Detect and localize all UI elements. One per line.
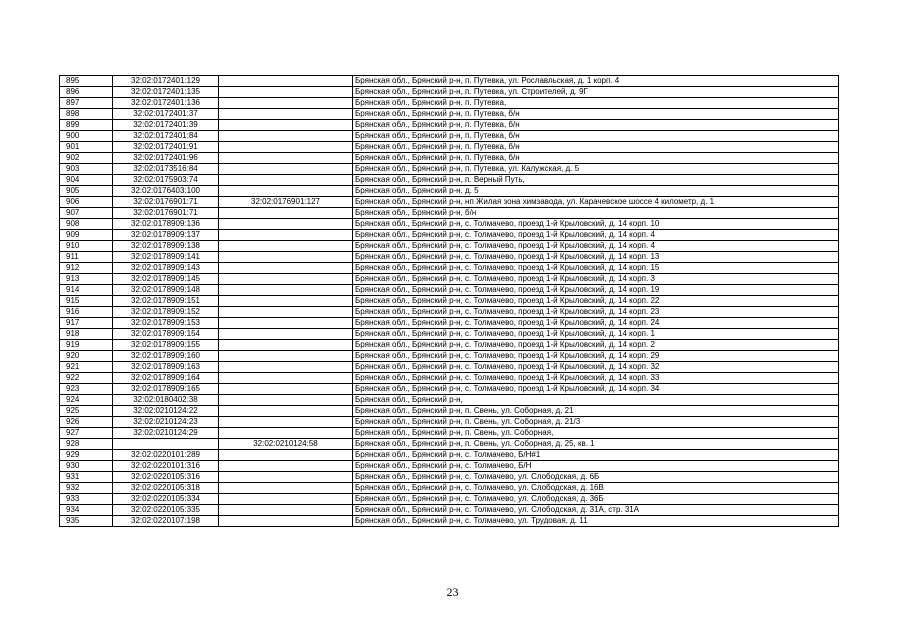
address-cell: Брянская обл., Брянский р-н, п. Путевка, б/н bbox=[353, 153, 839, 164]
row-number-cell: 906 bbox=[60, 197, 113, 208]
table-row bbox=[60, 76, 839, 87]
table-row bbox=[60, 505, 839, 516]
cadastral-number-cell: 32:02:0178909:141 bbox=[113, 252, 219, 263]
cadastral-number-cell: 32:02:0172401:91 bbox=[113, 142, 219, 153]
table-row bbox=[60, 362, 839, 373]
table-row bbox=[60, 307, 839, 318]
address-cell: Брянская обл., Брянский р-н, с. Толмачево, ул. Слободская, д. 31А, стр. 31А bbox=[353, 505, 839, 516]
address-cell: Брянская обл., Брянский р-н, с. Толмачево, проезд 1-й Крыловский, д. 14 корп. 4 bbox=[353, 241, 839, 252]
cadastral-number-cell: 32:02:0176901:71 bbox=[113, 197, 219, 208]
address-cell: Брянская обл., Брянский р-н, с. Толмачево, ул. Трудовая, д. 11 bbox=[353, 516, 839, 527]
address-cell: Брянская обл., Брянский р-н, п. Свень, ул. Соборная, д. 21 bbox=[353, 406, 839, 417]
address-cell: Брянская обл., Брянский р-н, п. Путевка, bbox=[353, 98, 839, 109]
row-number-cell: 902 bbox=[60, 153, 113, 164]
row-number-cell: 903 bbox=[60, 164, 113, 175]
address-cell: Брянская обл., Брянский р-н, п. Верный Путь, bbox=[353, 175, 839, 186]
table-row bbox=[60, 428, 839, 439]
address-cell: Брянская обл., Брянский р-н, с. Толмачево, проезд 1-й Крыловский, д. 14 корп. 22 bbox=[353, 296, 839, 307]
related-cadastral-number-cell bbox=[219, 373, 353, 384]
row-number-cell: 916 bbox=[60, 307, 113, 318]
cadastral-number-cell: 32:02:0175903:74 bbox=[113, 175, 219, 186]
table-row bbox=[60, 98, 839, 109]
address-cell: Брянская обл., Брянский р-н, с. Толмачево, проезд 1-й Крыловский, д. 14 корп. 3 bbox=[353, 274, 839, 285]
related-cadastral-number-cell bbox=[219, 76, 353, 87]
cadastral-number-cell: 32:02:0210124:29 bbox=[113, 428, 219, 439]
address-cell: Брянская обл., Брянский р-н, п. Путевка, ул. Строителей, д. 9Г bbox=[353, 87, 839, 98]
cadastral-number-cell: 32:02:0178909:148 bbox=[113, 285, 219, 296]
cadastral-number-cell: 32:02:0172401:37 bbox=[113, 109, 219, 120]
table-row bbox=[60, 472, 839, 483]
row-number-cell: 898 bbox=[60, 109, 113, 120]
address-cell: Брянская обл., Брянский р-н, п. Свень, ул. Соборная, д. 25, кв. 1 bbox=[353, 439, 839, 450]
related-cadastral-number-cell bbox=[219, 87, 353, 98]
row-number-cell: 912 bbox=[60, 263, 113, 274]
related-cadastral-number-cell bbox=[219, 450, 353, 461]
table-row bbox=[60, 461, 839, 472]
row-number-cell: 920 bbox=[60, 351, 113, 362]
row-number-cell: 899 bbox=[60, 120, 113, 131]
row-number-cell: 907 bbox=[60, 208, 113, 219]
row-number-cell: 926 bbox=[60, 417, 113, 428]
address-cell: Брянская обл., Брянский р-н, д. 5 bbox=[353, 186, 839, 197]
table-row bbox=[60, 285, 839, 296]
related-cadastral-number-cell bbox=[219, 241, 353, 252]
address-cell: Брянская обл., Брянский р-н, с. Толмачево, проезд 1-й Крыловский, д. 14 корп. 13 bbox=[353, 252, 839, 263]
related-cadastral-number-cell bbox=[219, 164, 353, 175]
row-number-cell: 910 bbox=[60, 241, 113, 252]
related-cadastral-number-cell bbox=[219, 329, 353, 340]
cadastral-number-cell: 32:02:0178909:163 bbox=[113, 362, 219, 373]
row-number-cell: 909 bbox=[60, 230, 113, 241]
cadastral-number-cell: 32:02:0172401:135 bbox=[113, 87, 219, 98]
table-row bbox=[60, 351, 839, 362]
cadastral-number-cell: 32:02:0178909:152 bbox=[113, 307, 219, 318]
related-cadastral-number-cell bbox=[219, 461, 353, 472]
row-number-cell: 927 bbox=[60, 428, 113, 439]
table-row bbox=[60, 164, 839, 175]
table-row bbox=[60, 142, 839, 153]
table-row bbox=[60, 516, 839, 527]
related-cadastral-number-cell bbox=[219, 395, 353, 406]
row-number-cell: 897 bbox=[60, 98, 113, 109]
table-row bbox=[60, 274, 839, 285]
cadastral-number-cell: 32:02:0210124:22 bbox=[113, 406, 219, 417]
related-cadastral-number-cell bbox=[219, 109, 353, 120]
related-cadastral-number-cell bbox=[219, 505, 353, 516]
row-number-cell: 925 bbox=[60, 406, 113, 417]
address-cell: Брянская обл., Брянский р-н, с. Толмачево, ул. Слободская, д. 16В bbox=[353, 483, 839, 494]
address-cell: Брянская обл., Брянский р-н, с. Толмачево, ул. Слободская, д. 6Б bbox=[353, 472, 839, 483]
row-number-cell: 928 bbox=[60, 439, 113, 450]
table-row bbox=[60, 131, 839, 142]
row-number-cell: 900 bbox=[60, 131, 113, 142]
related-cadastral-number-cell bbox=[219, 384, 353, 395]
related-cadastral-number-cell bbox=[219, 230, 353, 241]
row-number-cell: 932 bbox=[60, 483, 113, 494]
table-row bbox=[60, 153, 839, 164]
table-row bbox=[60, 109, 839, 120]
address-cell: Брянская обл., Брянский р-н, п. Путевка, ул. Калужская, д. 5 bbox=[353, 164, 839, 175]
row-number-cell: 901 bbox=[60, 142, 113, 153]
table-row bbox=[60, 318, 839, 329]
related-cadastral-number-cell bbox=[219, 494, 353, 505]
row-number-cell: 922 bbox=[60, 373, 113, 384]
row-number-cell: 935 bbox=[60, 516, 113, 527]
row-number-cell: 929 bbox=[60, 450, 113, 461]
related-cadastral-number-cell bbox=[219, 483, 353, 494]
table-row bbox=[60, 263, 839, 274]
address-cell: Брянская обл., Брянский р-н, б/н bbox=[353, 208, 839, 219]
cadastral-number-cell bbox=[113, 439, 219, 450]
row-number-cell: 904 bbox=[60, 175, 113, 186]
related-cadastral-number-cell bbox=[219, 296, 353, 307]
cadastral-number-cell: 32:02:0176901:71 bbox=[113, 208, 219, 219]
cadastral-number-cell: 32:02:0178909:136 bbox=[113, 219, 219, 230]
table-row bbox=[60, 219, 839, 230]
cadastral-number-cell: 32:02:0220101:316 bbox=[113, 461, 219, 472]
related-cadastral-number-cell bbox=[219, 153, 353, 164]
page-number: 23 bbox=[446, 585, 459, 599]
table-row bbox=[60, 175, 839, 186]
related-cadastral-number-cell bbox=[219, 318, 353, 329]
address-cell: Брянская обл., Брянский р-н, п. Путевка, б/н bbox=[353, 109, 839, 120]
property-table-body bbox=[60, 76, 839, 527]
cadastral-number-cell: 32:02:0178909:154 bbox=[113, 329, 219, 340]
table-row bbox=[60, 439, 839, 450]
address-cell: Брянская обл., Брянский р-н, с. Толмачево, проезд 1-й Крыловский, д. 14 корп. 1 bbox=[353, 329, 839, 340]
cadastral-number-cell: 32:02:0172401:129 bbox=[113, 76, 219, 87]
cadastral-number-cell: 32:02:0172401:39 bbox=[113, 120, 219, 131]
related-cadastral-number-cell: 32:02:0176901:127 bbox=[219, 197, 353, 208]
table-row bbox=[60, 230, 839, 241]
table-row bbox=[60, 373, 839, 384]
cadastral-number-cell: 32:02:0220101:289 bbox=[113, 450, 219, 461]
table-row bbox=[60, 197, 839, 208]
related-cadastral-number-cell bbox=[219, 472, 353, 483]
cadastral-number-cell: 32:02:0180402:38 bbox=[113, 395, 219, 406]
cadastral-number-cell: 32:02:0210124:23 bbox=[113, 417, 219, 428]
table-row bbox=[60, 120, 839, 131]
row-number-cell: 931 bbox=[60, 472, 113, 483]
row-number-cell: 921 bbox=[60, 362, 113, 373]
address-cell: Брянская обл., Брянский р-н, п. Путевка, ул. Рославльская, д. 1 корп. 4 bbox=[353, 76, 839, 87]
related-cadastral-number-cell bbox=[219, 285, 353, 296]
table-row bbox=[60, 417, 839, 428]
cadastral-number-cell: 32:02:0220105:334 bbox=[113, 494, 219, 505]
address-cell: Брянская обл., Брянский р-н, с. Толмачево, проезд 1-й Крыловский, д. 14 корп. 33 bbox=[353, 373, 839, 384]
address-cell: Брянская обл., Брянский р-н, с. Толмачево, Б/Н bbox=[353, 461, 839, 472]
cadastral-number-cell: 32:02:0178909:145 bbox=[113, 274, 219, 285]
cadastral-number-cell: 32:02:0178909:164 bbox=[113, 373, 219, 384]
related-cadastral-number-cell bbox=[219, 362, 353, 373]
table-row bbox=[60, 241, 839, 252]
cadastral-number-cell: 32:02:0220105:318 bbox=[113, 483, 219, 494]
address-cell: Брянская обл., Брянский р-н, с. Толмачево, проезд 1-й Крыловский, д. 14 корп. 29 bbox=[353, 351, 839, 362]
row-number-cell: 913 bbox=[60, 274, 113, 285]
related-cadastral-number-cell bbox=[219, 516, 353, 527]
row-number-cell: 917 bbox=[60, 318, 113, 329]
address-cell: Брянская обл., Брянский р-н, с. Толмачево, проезд 1-й Крыловский, д. 14 корп. 19 bbox=[353, 285, 839, 296]
cadastral-number-cell: 32:02:0178909:138 bbox=[113, 241, 219, 252]
related-cadastral-number-cell bbox=[219, 274, 353, 285]
cadastral-number-cell: 32:02:0172401:96 bbox=[113, 153, 219, 164]
row-number-cell: 895 bbox=[60, 76, 113, 87]
related-cadastral-number-cell bbox=[219, 120, 353, 131]
address-cell: Брянская обл., Брянский р-н, п. Свень, ул. Соборная, bbox=[353, 428, 839, 439]
related-cadastral-number-cell bbox=[219, 208, 353, 219]
table-row bbox=[60, 296, 839, 307]
address-cell: Брянская обл., Брянский р-н, с. Толмачево, проезд 1-й Крыловский, д. 14 корп. 4 bbox=[353, 230, 839, 241]
row-number-cell: 934 bbox=[60, 505, 113, 516]
row-number-cell: 896 bbox=[60, 87, 113, 98]
related-cadastral-number-cell bbox=[219, 263, 353, 274]
address-cell: Брянская обл., Брянский р-н, п. Путевка, б/н bbox=[353, 120, 839, 131]
cadastral-number-cell: 32:02:0172401:84 bbox=[113, 131, 219, 142]
cadastral-number-cell: 32:02:0178909:153 bbox=[113, 318, 219, 329]
related-cadastral-number-cell bbox=[219, 131, 353, 142]
cadastral-number-cell: 32:02:0220105:335 bbox=[113, 505, 219, 516]
related-cadastral-number-cell bbox=[219, 252, 353, 263]
address-cell: Брянская обл., Брянский р-н, п. Путевка, б/н bbox=[353, 131, 839, 142]
row-number-cell: 924 bbox=[60, 395, 113, 406]
row-number-cell: 915 bbox=[60, 296, 113, 307]
table-row bbox=[60, 384, 839, 395]
address-cell: Брянская обл., Брянский р-н, с. Толмачево, проезд 1-й Крыловский, д. 14 корп. 32 bbox=[353, 362, 839, 373]
address-cell: Брянская обл., Брянский р-н, с. Толмачево, проезд 1-й Крыловский, д. 14 корп. 23 bbox=[353, 307, 839, 318]
address-cell: Брянская обл., Брянский р-н, с. Толмачево, проезд 1-й Крыловский, д. 14 корп. 24 bbox=[353, 318, 839, 329]
row-number-cell: 933 bbox=[60, 494, 113, 505]
cadastral-number-cell: 32:02:0176403:100 bbox=[113, 186, 219, 197]
related-cadastral-number-cell bbox=[219, 219, 353, 230]
row-number-cell: 914 bbox=[60, 285, 113, 296]
related-cadastral-number-cell bbox=[219, 175, 353, 186]
table-row bbox=[60, 494, 839, 505]
related-cadastral-number-cell bbox=[219, 428, 353, 439]
related-cadastral-number-cell bbox=[219, 351, 353, 362]
cadastral-number-cell: 32:02:0220107:198 bbox=[113, 516, 219, 527]
table-row bbox=[60, 186, 839, 197]
related-cadastral-number-cell bbox=[219, 186, 353, 197]
related-cadastral-number-cell bbox=[219, 307, 353, 318]
table-row bbox=[60, 329, 839, 340]
property-table bbox=[59, 75, 839, 527]
table-row bbox=[60, 340, 839, 351]
row-number-cell: 908 bbox=[60, 219, 113, 230]
cadastral-number-cell: 32:02:0173516:84 bbox=[113, 164, 219, 175]
cadastral-number-cell: 32:02:0172401:136 bbox=[113, 98, 219, 109]
row-number-cell: 918 bbox=[60, 329, 113, 340]
related-cadastral-number-cell bbox=[219, 142, 353, 153]
related-cadastral-number-cell bbox=[219, 417, 353, 428]
row-number-cell: 919 bbox=[60, 340, 113, 351]
address-cell: Брянская обл., Брянский р-н, с. Толмачево, проезд 1-й Крыловский, д. 14 корп. 2 bbox=[353, 340, 839, 351]
table-row bbox=[60, 208, 839, 219]
cadastral-number-cell: 32:02:0178909:151 bbox=[113, 296, 219, 307]
cadastral-number-cell: 32:02:0178909:165 bbox=[113, 384, 219, 395]
cadastral-number-cell: 32:02:0178909:160 bbox=[113, 351, 219, 362]
cadastral-number-cell: 32:02:0178909:143 bbox=[113, 263, 219, 274]
row-number-cell: 930 bbox=[60, 461, 113, 472]
address-cell: Брянская обл., Брянский р-н, с. Толмачево, Б/Н#1 bbox=[353, 450, 839, 461]
table-row bbox=[60, 252, 839, 263]
table-row bbox=[60, 87, 839, 98]
table-row bbox=[60, 450, 839, 461]
row-number-cell: 911 bbox=[60, 252, 113, 263]
address-cell: Брянская обл., Брянский р-н, с. Толмачево, проезд 1-й Крыловский, д. 14 корп. 34 bbox=[353, 384, 839, 395]
related-cadastral-number-cell bbox=[219, 406, 353, 417]
related-cadastral-number-cell bbox=[219, 340, 353, 351]
table-row bbox=[60, 395, 839, 406]
cadastral-number-cell: 32:02:0220105:316 bbox=[113, 472, 219, 483]
address-cell: Брянская обл., Брянский р-н, bbox=[353, 395, 839, 406]
address-cell: Брянская обл., Брянский р-н, п. Свень, ул. Соборная, д. 21/3 bbox=[353, 417, 839, 428]
address-cell: Брянская обл., Брянский р-н, нп Жилая зона химзавода, ул. Карачевское шоссе 4 километр, д. 1 bbox=[353, 197, 839, 208]
related-cadastral-number-cell: 32:02:0210124:58 bbox=[219, 439, 353, 450]
address-cell: Брянская обл., Брянский р-н, с. Толмачево, проезд 1-й Крыловский, д. 14 корп. 15 bbox=[353, 263, 839, 274]
row-number-cell: 905 bbox=[60, 186, 113, 197]
address-cell: Брянская обл., Брянский р-н, п. Путевка, б/н bbox=[353, 142, 839, 153]
cadastral-number-cell: 32:02:0178909:137 bbox=[113, 230, 219, 241]
table-row bbox=[60, 483, 839, 494]
address-cell: Брянская обл., Брянский р-н, с. Толмачево, ул. Слободская, д. 36Б bbox=[353, 494, 839, 505]
table-row bbox=[60, 406, 839, 417]
cadastral-number-cell: 32:02:0178909:155 bbox=[113, 340, 219, 351]
related-cadastral-number-cell bbox=[219, 98, 353, 109]
row-number-cell: 923 bbox=[60, 384, 113, 395]
address-cell: Брянская обл., Брянский р-н, с. Толмачево, проезд 1-й Крыловский, д. 14 корп. 10 bbox=[353, 219, 839, 230]
